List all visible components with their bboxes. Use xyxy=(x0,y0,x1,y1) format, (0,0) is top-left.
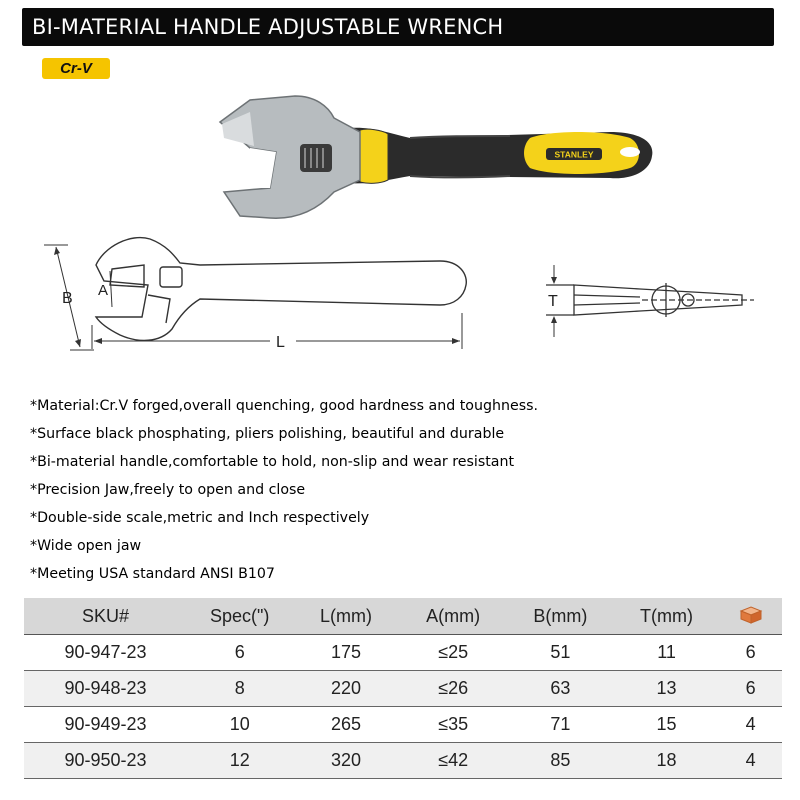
header-a: A(mm) xyxy=(400,598,507,635)
cell-spec: 6 xyxy=(187,635,292,671)
wrench-photo xyxy=(210,92,660,222)
cell-carton: 6 xyxy=(719,671,782,707)
header-sku: SKU# xyxy=(24,598,187,635)
header-spec: Spec(") xyxy=(187,598,292,635)
cell-b: 63 xyxy=(507,671,614,707)
cell-b: 71 xyxy=(507,707,614,743)
cell-l: 220 xyxy=(292,671,399,707)
header-t: T(mm) xyxy=(614,598,719,635)
material-badge-label: Cr-V xyxy=(60,60,92,77)
cell-spec: 8 xyxy=(187,671,292,707)
feature-item: *Wide open jaw xyxy=(30,538,142,554)
cell-spec: 10 xyxy=(187,707,292,743)
cell-spec: 12 xyxy=(187,743,292,779)
package-box-icon xyxy=(738,603,764,625)
cell-t: 13 xyxy=(614,671,719,707)
dimension-a-label: A xyxy=(98,282,109,299)
cell-sku: 90-948-23 xyxy=(24,671,187,707)
wrench-side-drawing xyxy=(530,255,760,345)
table-row xyxy=(24,671,782,707)
cell-b: 85 xyxy=(507,743,614,779)
feature-list xyxy=(30,395,538,591)
spec-table xyxy=(24,598,782,779)
feature-item: *Bi-material handle,comfortable to hold, non-slip and wear resistant xyxy=(30,454,515,470)
table-row xyxy=(24,707,782,743)
table-row xyxy=(24,635,782,671)
table-row xyxy=(24,743,782,779)
header-l: L(mm) xyxy=(292,598,399,635)
cell-l: 175 xyxy=(292,635,399,671)
cell-b: 51 xyxy=(507,635,614,671)
cell-t: 11 xyxy=(614,635,719,671)
cell-carton: 4 xyxy=(719,743,782,779)
feature-item: *Surface black phosphating, pliers polishing, beautiful and durable xyxy=(30,426,505,442)
cell-a: ≤35 xyxy=(400,707,507,743)
cell-carton: 6 xyxy=(719,635,782,671)
cell-carton: 4 xyxy=(719,707,782,743)
cell-t: 18 xyxy=(614,743,719,779)
table-header-row xyxy=(24,598,782,635)
header-carton xyxy=(719,598,782,635)
material-badge xyxy=(42,58,110,79)
title-bar xyxy=(22,8,774,46)
feature-item: *Material:Cr.V forged,overall quenching, good hardness and toughness. xyxy=(30,398,538,414)
brand-logo-text: STANLEY xyxy=(554,149,594,160)
cell-sku: 90-947-23 xyxy=(24,635,187,671)
dimension-t-label: T xyxy=(548,293,558,310)
feature-item: *Precision Jaw,freely to open and close xyxy=(30,482,306,498)
cell-t: 15 xyxy=(614,707,719,743)
feature-item: *Meeting USA standard ANSI B107 xyxy=(30,566,275,582)
cell-sku: 90-950-23 xyxy=(24,743,187,779)
cell-a: ≤26 xyxy=(400,671,507,707)
cell-l: 265 xyxy=(292,707,399,743)
feature-item: *Double-side scale,metric and Inch respectively xyxy=(30,510,370,526)
header-b: B(mm) xyxy=(507,598,614,635)
cell-l: 320 xyxy=(292,743,399,779)
cell-a: ≤42 xyxy=(400,743,507,779)
wrench-drawing xyxy=(40,225,480,360)
cell-a: ≤25 xyxy=(400,635,507,671)
cell-sku: 90-949-23 xyxy=(24,707,187,743)
dimension-b-label: B xyxy=(62,290,73,307)
page-title: BI-MATERIAL HANDLE ADJUSTABLE WRENCH xyxy=(32,15,504,39)
dimension-l-label: L xyxy=(276,334,285,351)
